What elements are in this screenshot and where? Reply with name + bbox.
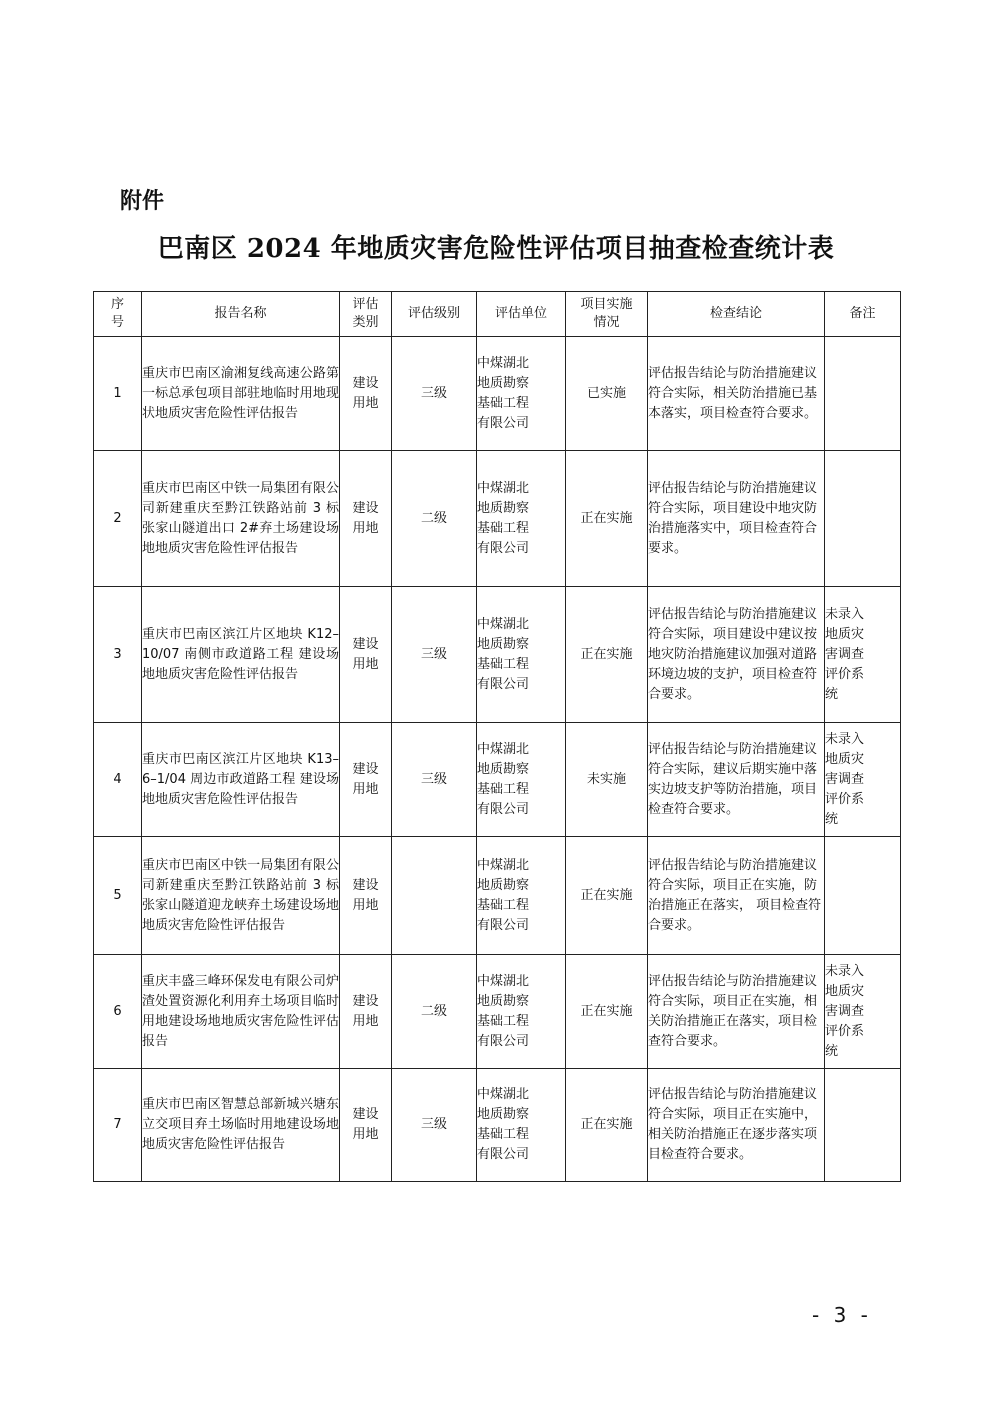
cell-type: 建设 用地 — [340, 1069, 392, 1182]
cell-note: 未录入 地质灾 害调查 评价系 统 — [825, 955, 901, 1069]
header-note: 备注 — [825, 292, 901, 337]
header-name: 报告名称 — [142, 292, 340, 337]
document-title: 巴南区 2024 年地质灾害危险性评估项目抽查检查统计表 — [157, 234, 835, 264]
cell-seq: 3 — [94, 587, 142, 723]
table-row — [94, 723, 901, 837]
header-seq: 序 号 — [94, 292, 142, 337]
cell-conclusion: 评估报告结论与防治措施建议符合实际，相关防治措施已基本落实，项目检查符合要求。 — [648, 337, 825, 451]
cell-status: 未实施 — [566, 723, 648, 837]
cell-report-name: 重庆市巴南区智慧总部新城兴塘东立交项目弃土场临时用地建设场地地质灾害危险性评估报告 — [142, 1069, 340, 1182]
cell-seq: 4 — [94, 723, 142, 837]
header-type: 评估 类别 — [340, 292, 392, 337]
cell-note: 未录入 地质灾 害调查 评价系 统 — [825, 723, 901, 837]
table-row — [94, 1069, 901, 1182]
cell-unit: 中煤湖北 地质勘察 基础工程 有限公司 — [477, 587, 566, 723]
cell-note — [825, 837, 901, 955]
cell-report-name: 重庆市巴南区渝湘复线高速公路第一标总承包项目部驻地临时用地现状地质灾害危险性评估报告 — [142, 337, 340, 451]
table-row — [94, 451, 901, 587]
page-number: - 3 - — [812, 1303, 872, 1327]
table-row — [94, 337, 901, 451]
cell-level — [392, 837, 477, 955]
cell-report-name: 重庆市巴南区中铁一局集团有限公司新建重庆至黔江铁路站前 3 标张家山隧道出口 2#弃土场建设场地地质灾害危险性评估报告 — [142, 451, 340, 587]
cell-level: 二级 — [392, 955, 477, 1069]
cell-status: 已实施 — [566, 337, 648, 451]
cell-status: 正在实施 — [566, 451, 648, 587]
header-conclusion: 检查结论 — [648, 292, 825, 337]
cell-report-name: 重庆丰盛三峰环保发电有限公司炉渣处置资源化利用弃土场项目临时用地建设场地地质灾害危险性评估报告 — [142, 955, 340, 1069]
header-status: 项目实施 情况 — [566, 292, 648, 337]
cell-unit: 中煤湖北 地质勘察 基础工程 有限公司 — [477, 1069, 566, 1182]
cell-level: 三级 — [392, 1069, 477, 1182]
cell-level: 二级 — [392, 451, 477, 587]
cell-seq: 6 — [94, 955, 142, 1069]
cell-conclusion: 评估报告结论与防治措施建议符合实际，建议后期实施中落实边坡支护等防治措施，项目检查符合要求。 — [648, 723, 825, 837]
cell-note — [825, 1069, 901, 1182]
cell-report-name: 重庆市巴南区滨江片区地块 K12–10/07 南侧市政道路工程 建设场地地质灾害危险性评估报告 — [142, 587, 340, 723]
table-row — [94, 955, 901, 1069]
header-row — [94, 292, 901, 337]
cell-conclusion: 评估报告结论与防治措施建议符合实际，项目正在实施，防治措施正在落实， 项目检查符合要求。 — [648, 837, 825, 955]
cell-note: 未录入 地质灾 害调查 评价系 统 — [825, 587, 901, 723]
cell-seq: 5 — [94, 837, 142, 955]
cell-conclusion: 评估报告结论与防治措施建议符合实际，项目正在实施，相关防治措施正在落实，项目检查符合要求。 — [648, 955, 825, 1069]
cell-status: 正在实施 — [566, 1069, 648, 1182]
cell-note — [825, 451, 901, 587]
header-unit: 评估单位 — [477, 292, 566, 337]
cell-type: 建设 用地 — [340, 723, 392, 837]
attachment-label: 附件 — [120, 189, 165, 214]
cell-type: 建设 用地 — [340, 837, 392, 955]
cell-seq: 7 — [94, 1069, 142, 1182]
header-level: 评估级别 — [392, 292, 477, 337]
cell-conclusion: 评估报告结论与防治措施建议符合实际，项目正在实施中，相关防治措施正在逐步落实项目检查符合要求。 — [648, 1069, 825, 1182]
cell-type: 建设 用地 — [340, 955, 392, 1069]
cell-report-name: 重庆市巴南区滨江片区地块 K13–6–1/04 周边市政道路工程 建设场地地质灾害危险性评估报告 — [142, 723, 340, 837]
cell-status: 正在实施 — [566, 587, 648, 723]
cell-status: 正在实施 — [566, 837, 648, 955]
cell-seq: 2 — [94, 451, 142, 587]
cell-level: 三级 — [392, 337, 477, 451]
cell-level: 三级 — [392, 723, 477, 837]
cell-report-name: 重庆市巴南区中铁一局集团有限公司新建重庆至黔江铁路站前 3 标张家山隧道迎龙峡弃土场建设场地地质灾害危险性评估报告 — [142, 837, 340, 955]
cell-unit: 中煤湖北 地质勘察 基础工程 有限公司 — [477, 451, 566, 587]
cell-note — [825, 337, 901, 451]
cell-status: 正在实施 — [566, 955, 648, 1069]
cell-conclusion: 评估报告结论与防治措施建议符合实际，项目建设中地灾防治措施落实中，项目检查符合要求。 — [648, 451, 825, 587]
cell-level: 三级 — [392, 587, 477, 723]
cell-unit: 中煤湖北 地质勘察 基础工程 有限公司 — [477, 955, 566, 1069]
cell-unit: 中煤湖北 地质勘察 基础工程 有限公司 — [477, 837, 566, 955]
table-row — [94, 587, 901, 723]
inspection-table — [93, 291, 901, 1182]
cell-unit: 中煤湖北 地质勘察 基础工程 有限公司 — [477, 723, 566, 837]
cell-conclusion: 评估报告结论与防治措施建议符合实际，项目建设中建议按地灾防治措施建议加强对道路环境边坡的支护，项目检查符合要求。 — [648, 587, 825, 723]
cell-unit: 中煤湖北 地质勘察 基础工程 有限公司 — [477, 337, 566, 451]
cell-type: 建设 用地 — [340, 587, 392, 723]
table-row — [94, 837, 901, 955]
cell-type: 建设 用地 — [340, 337, 392, 451]
cell-type: 建设 用地 — [340, 451, 392, 587]
cell-seq: 1 — [94, 337, 142, 451]
